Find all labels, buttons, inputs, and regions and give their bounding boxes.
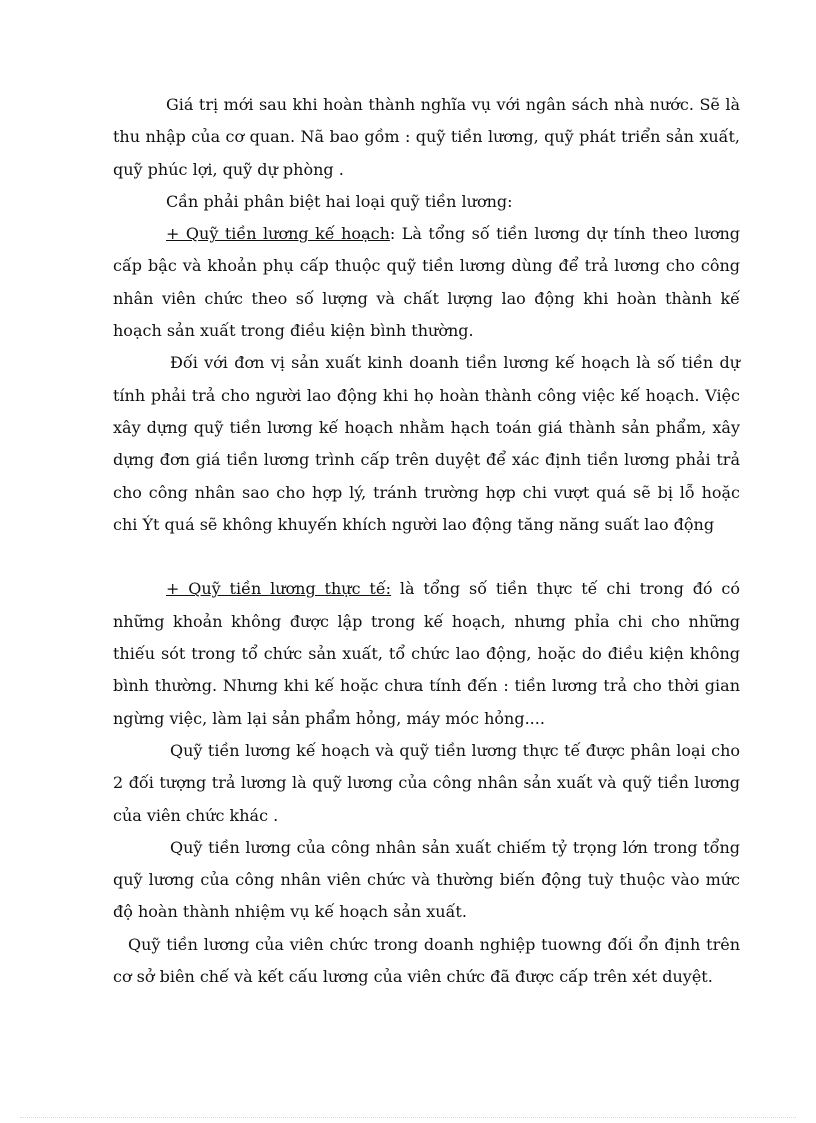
actual-salary-fund-heading: + Quỹ tiền lương thực tế: [166,579,392,599]
paragraph-actual-salary-fund [113,573,740,734]
blank-line [113,541,740,573]
paragraph-business-unit-planned-salary: Đối với đơn vị sản xuất kinh doanh tiền lương kế hoạch là số tiền dự tính phải trả cho người lao động khi họ hoàn thành công việc kế hoạch. Việc xây dựng quỹ tiền lương kế hoạch nhằm hạch toán giá thành sản phẩm, xây dựng đơn giá tiền lương trình cấp trên duyệt để xác định tiền lương phải trả cho công nhân sao cho hợp lý, tránh trường hợp chi vượt quá sẽ bị lỗ hoặc chi Ýt quá sẽ không khuyến khích người lao động tăng năng suất lao động [113,353,740,534]
paragraph-fund-classification: Quỹ tiền lương kế hoạch và quỹ tiền lương thực tế được phân loại cho 2 đối tượng trả lương là quỹ lương của công nhân sản xuất và quỹ tiền lương của viên chức khác . [113,740,740,825]
paragraph-planned-salary-fund [113,218,740,347]
planned-salary-fund-heading: + Quỹ tiền lương kế hoạch [166,224,390,244]
planned-salary-fund-text: : Là tổng số tiền lương dự tính theo lương cấp bậc và khoản phụ cấp thuộc quỹ tiền lương dùng để trả lương cho công nhân viên chức theo số lượng và chất lượng lao động khi hoàn thành kế hoạch sản xuất trong điều kiện bình thường. [113,224,741,341]
actual-salary-fund-text: là tổng số tiền thực tế chi trong đó có những khoản không được lập trong kế hoạch, nhưng phỉa chi cho những thiếu sót trong tổ chức sản xuất, tổ chức lao động, hoặc do điều kiện không bình thường. Nhưng khi kế hoặc chưa tính đến : tiền lương trả cho thời gian ngừng việc, làm lại sản phẩm hỏng, máy móc hỏng.... [113,579,741,728]
page-bottom-divider [20,1117,796,1118]
paragraph-staff-salary-fund: Quỹ tiền lương của viên chức trong doanh nghiệp tuowng đối ổn định trên cơ sở biên chế và kết cấu lương của viên chức đã được cấp trên xét duyệt. [113,934,740,987]
paragraph-salary-fund-types-intro: Cần phải phân biệt hai loại quỹ tiền lương: [166,191,513,211]
document-body [113,89,740,993]
paragraph-production-worker-fund: Quỹ tiền lương của công nhân sản xuất chiếm tỷ trọng lớn trong tổng quỹ lương của công nhân viên chức và thường biến động tuỳ thuộc vào mức độ hoàn thành nhiệm vụ kế hoạch sản xuất. [113,837,740,922]
paragraph-income-definition: Giá trị mới sau khi hoàn thành nghĩa vụ với ngân sách nhà nước. Sẽ là thu nhập của cơ quan. Nã bao gồm : quỹ tiền lương, quỹ phát triển sản xuất, quỹ phúc lợi, quỹ dự phòng . [113,95,740,179]
